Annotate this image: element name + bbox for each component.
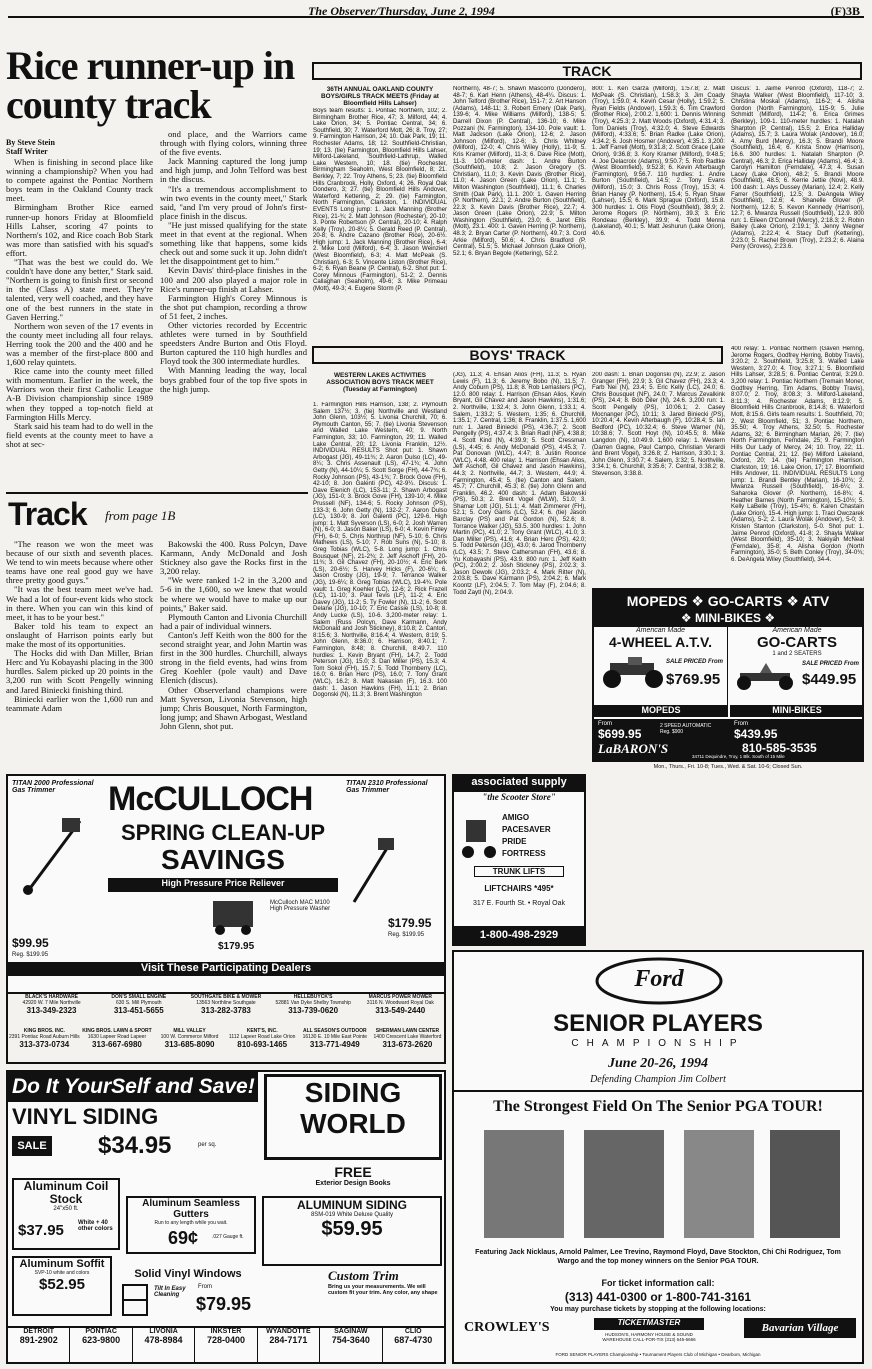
dealer-name: MILL VALLEY: [173, 1028, 206, 1034]
location-city: LIVONIA: [149, 1328, 178, 1335]
ticketmaster-outlets: HUDSON'S, HARMONY HOUSE & SOUND WAREHOUSE CALL-FOR-TIX (313) 645-6666: [602, 1332, 696, 1342]
golfer-photos: [454, 1122, 862, 1242]
dealer-address: 52881 Van Dyke Shelby Township: [275, 1000, 351, 1006]
location-phone: 728-0400: [206, 1335, 245, 1345]
store-address: 34711 Dequindre, Troy, 1 Blk. South of 15 Mile: [692, 754, 785, 759]
mcculloch-ad: [6, 774, 446, 994]
dealer-name: HELLEBUYCK'S: [293, 994, 333, 1000]
location: [320, 1328, 382, 1362]
scooter-item: FORTRESS: [502, 849, 546, 858]
pga-headline: The Strongest Field On The Senior PGA TOUR!: [493, 1098, 823, 1115]
moped-speed: 2 SPEED AUTOMATIC Reg. $900: [660, 723, 712, 735]
titan-2310-model: TITAN 2310 Professional Gas Trimmer: [346, 780, 428, 794]
dealer: [371, 1028, 444, 1062]
divider: [6, 492, 308, 494]
dealer-address: 42920 W. 7 Mile Northville: [22, 1000, 81, 1006]
scooter-icon: [458, 812, 498, 862]
vinyl-siding-title: VINYL SIDING: [12, 1104, 159, 1129]
dealer-name: KING BROS. INC.: [23, 1028, 65, 1034]
sale-badge: SALE: [12, 1136, 52, 1156]
paragraph: ond place, and the Warriors came through with flying colors, winning three of the five events.: [160, 130, 307, 158]
siding-locations: [8, 1326, 444, 1362]
dealer-address: 630 S. Mill Plymouth: [115, 1000, 162, 1006]
ticket-phone[interactable]: (313) 441-0300 or 1-800-741-3161: [564, 1290, 752, 1304]
coil-size: 24"x50 ft.: [53, 1206, 79, 1212]
dealer-list: [6, 994, 446, 1064]
custom-trim: Custom Trim: [328, 1268, 399, 1283]
soffit-sub: SVP-10 white and colors: [34, 1270, 90, 1276]
windows-price: $79.95: [196, 1294, 252, 1314]
dealer-phone: 313-771-4949: [309, 1040, 360, 1049]
atv-panel: [594, 627, 728, 705]
moped-price: $699.95: [598, 727, 642, 741]
dealer: [299, 1028, 372, 1062]
gocart-icon: [732, 663, 802, 691]
windows-title: Solid Vinyl Windows: [134, 1268, 242, 1280]
mopeds-ad: [592, 588, 864, 762]
titan-2000-model: TITAN 2000 Professional Gas Trimmer: [12, 780, 94, 794]
gutters-box: [126, 1196, 256, 1254]
vinyl-price: $34.95: [98, 1132, 172, 1159]
boys-results-col4: 400 relay: 1. Pontiac Northern (Gaven Herring, Jerome Rogers, Godfrey Herring, Bobby Travis), 3:20.2; 2. Southfield, 3:25.8; 3. Walled Lake Western, 3:27.0; 4. Troy, 3:27.1; 5. Bloomfield Hills Lahser, 3:28.5; 6. Pontiac Central, 3:29.0. 3,200 relay: 1. Pontiac Northern (Tremain Moner, Godfrey Herring, Tim Adams, Bobby Travis), 8:07.0; 2. Troy, 8:08.3; 3. Milford-Lakeland, 8:11.3; 4. Rochester Adams, 8:12.9; 5. Bloomfield Hills Cranbrook, 8:14.8; 6. Waterford Mott, 8:15.6. Girls team results: 1. Southfield, 70; 2. West Bloomfield, 51; 3. Pontiac Northern, 35.50; 4. Troy Athens, 32.50; 5. Rochester Adams, 32; 6. Birmingham Marian, 26; 7. (tie) North Farmington, Ferndale, 25; 9. Farmington Hills Our Lady of Mercy, 24; 10. Troy, 22; 11. Pontiac Central, 21; 12. (tie) Milford Lakeland, Oxford, 20; 14. (tie) Farmington Harrison, Clarkston, 19; 16. Lake Orion, 17; 17. Bloomfield Hills Andover, 11. INDIVIDUAL RESULTS Long jump: 1. Brandi Bentley (Marian), 16-10¾; 2. Mwanza Russell (Southfield), 16-6¼; 3. Saharoka Glover (P. Northern), 16-8¾; 4. Heather Barnes (North Farmington), 15-10½; 5. Kelly LaBelle (Troy), 15-4¾; 6. Karen Chastain (Lake Orion), 15-4. High jump: 1. Traci Owczarek (Adams), 5-2; 2. Laura Wolak (Andover), 5-0; 3. Kristen Stanton (Clarkston), 5-0. Shot put: 1. Jaime Penrod (Oxford), 41-8; 2. Shayla Walker (West Bloomfield), 35-10; 3. Nakiyah McNeal (Ferndale), 35-8; 4. Alisha Gordon (North Farmington), 35-0; 5. Beth Conley (Troy), 34-0¾; 6. DeAngela Wiley (Southfield), 34-4.: [731, 346, 864, 563]
gocart-panel: [730, 627, 864, 705]
paper-name: The Observer/Thursday, June 2, 1994: [308, 4, 495, 18]
paragraph: Kevin Davis' third-place finishes in the 100 and 200 also played a major role in Rice's runner-up finish at Lahser.: [160, 265, 307, 294]
mopeds-hours: Mon., Thurs., Fri. 10-8; Tues., Wed. & Sat. 10-6; Closed Sun.: [653, 764, 803, 770]
paragraph: Stark said his team had to do well in the field events at the county meet to have a shot at sec-: [6, 420, 153, 449]
promo-headline: Do It YourSelf and Save!: [8, 1072, 258, 1102]
paragraph: "It was the best team meet we've had. We had a lot of four-event kids who stock in there. When you can win this kind of meet, it has to be your best.": [6, 584, 153, 622]
dealer: [81, 1028, 154, 1062]
location: [133, 1328, 195, 1362]
alsiding-sub: 8SM-019 White Deluxe Quality: [310, 1212, 394, 1218]
boys-results-col2: (JG), 11.3; 4. Ehsan Alios (FH), 11.3; 5. Ryan Lewis (F), 11.3; 6. Jeremy Bobo (N), 11.5; 7. Andy Coburn (PS), 11.8; 8. Rob Lemasters (PC), 12.0. 800 relay: 1. Harrison (Ehsan Alios, Kevin Bryant, Gil Chavez and Jason Hawkins), 1:31.6; 2. Northville, 1:32.4; 3. John Glenn, 1:33.1; 4. Salem, 1:33.2; 5. Western, 1:35; 6. Churchill, 1:35.1; 7. Central, 1:36; 8. Franklin, 1:37.5. 1,600 run: 1. Jared Biniecki (PS), 4:36.7; 2. Scott Pengelly (PS), 4:37.4; 3. Brian Radl (NF), 4:38.8; 4. Scott Kind (N), 4:39.9; 5. Scott Cressman (LS), 4:45; 6. Andy McDonald (PS), 4:45.3; 7. Pat Donovan (WLC), 4:47; 8. Justin Roonce (WLC), 4:48. 400 relay: 1. Harrison (Ehsan Alios, Jeff Aschoff, Gil Chavez and Jason Hawkins), 44.3; 2. Northville, 44.7; 3. Western, 44.9; 4. Farmington, 45.4; 5. (tie) Canton and Salem, 45.7; 7. Churchill, 45.3; 8. (tie) John Glenn and Franklin, 46.2. 400 dash: 1. Adam Bakowski (PS), 50.3; 2. Brent Vogel (WLW), 51.0; 3. Shamar Lott (JG), 51.1; 4. Matt Zimmerer (FH), 52.1; 5. Cory Garris (LC), 52.4; 6. (tie) Jason Barclay (PS) and Pat Gordon (N), 52.6; 8. Torrance Walker (JG), 53.5. 300 hurdles: 1. John Martin (PC), 41.0; 2. Tony Grant (WLC), 41.0; 3. Dan Miller (PS), 41.6; 4. Brian Herc (PS), 42.0; 5. Todd Peterson (JG), 43.0; 6. Jarod Thornberry (LC), 43.5; 7. Steve Cathersman (FH), 43.6; 8. Yu Kobayashi (PS), 43.9. 800 run: 1. Jeff Keith (PC), 2:00.2; 2. Josh Stickney (PS), 2:02.3; 3. Jason Dewolk (JG), 2:03.2; 4. Mark Ritter (N), 2:03.8; 5. Dave Karmann (PS), 2:04.2; 6. Mark Koontz (LF), 2:04.5; 7. Tom May (F), 2:04.6; 8. Todd Zaytl (N), 2:04.9.: [453, 372, 586, 596]
dealer-name: MARCUS POWER MOWER: [368, 994, 433, 1000]
titan-2000-price: $99.95: [12, 936, 49, 950]
location-phone: 284-7171: [269, 1335, 308, 1345]
dealer-address: 16130 E. 10 Mile East Pointe: [302, 1034, 368, 1040]
dealer-phone: 313-673-2620: [382, 1040, 433, 1049]
paragraph: Rice came into the county meet filled with momentum. Earlier in the week, the Warriors won their first Catholic League A-B Division championship since 1989 when they topped a top-notch field at Farmington Hills Mercy.: [6, 366, 153, 422]
boys-results-col3: 200 dash: 1. Brian Dogonski (N), 22.9; 2. Jason Granger (FH), 22.9; 3. Gil Chavez (FH), 23.3; 4. Farb Nei (N), 23.4; 5. Eric Kelly (LC), 24.0; 6. Chris Bousquet (NF), 24.0; 7. Marcus Zevalkink (PS), 24.4; 8. Bob Diler (N), 24.6. 3,200 run: 1. Scott Pengelly (PS), 10:06.1; 2. Casey Mocnanger (PC), 10:11; 3. Jared Biniecki (PS), 10:20.4; 4. Kevin Afterbaugh (F), 10:28.4; 5. Ian Bedford (PC), 10:32.4; 6. Steve Warner (N), 10:38.6; 7. Scott Hoyt (N), 10:45.5; 8. Mike Langdon (N), 10:49.9. 1,600 relay: 1. Western (Darren Gagne, Paul Campo, Christian Verardi and Brent Vogel), 3:26.8; 2. Harrison, 3:30.1; 3. John Glenn, 3:30.7; 4. Salem, 3:32; 5. Northville, 3:34.1; 6. Churchill, 3:35.6; 7. Central, 3:38.2; 8. Stevenson, 3:38.8.: [592, 372, 725, 477]
dealer-name: KENT'S, INC.: [246, 1028, 278, 1034]
divider: [454, 1090, 862, 1092]
paragraph: Plymouth Canton and Livonia Churchill had a pair of individual winners.: [160, 611, 307, 631]
jump-title: Track: [8, 496, 87, 532]
location-phone: 687-4730: [394, 1335, 433, 1345]
byline-name: By Steve Stein: [6, 138, 55, 147]
location-city: SAGINAW: [334, 1328, 368, 1335]
paragraph: Canton's Jeff Keith won the 800 for the second straight year, and John Martin was first in the 300 hurdles. Churchill, always strong in the field events, had wins from Greg Koehler (pole vault) and Dave Elenich (discus).: [160, 629, 307, 686]
dealer: [8, 994, 95, 1028]
store-phone: 810-585-3535: [742, 741, 817, 755]
ford-logo-text: Ford: [634, 966, 684, 992]
titan-2310-reg: Reg. $199.95: [388, 932, 425, 938]
per-square: per sq.: [198, 1142, 217, 1148]
paragraph: Baker told his team to expect an onslaught of Harrison points early but make the most of its opportunities.: [6, 620, 153, 650]
location: [258, 1328, 320, 1362]
gocart-sale: SALE PRICED From: [802, 661, 860, 667]
scooter-item: AMIGO: [502, 813, 530, 822]
paragraph: "He just missed qualifying for the state meet in that event at the regional. When something like that happens, some kids check out and some suck it up. John didn't let the disappointment get to him.": [160, 219, 307, 267]
location-city: PONTIAC: [85, 1328, 117, 1335]
paragraph: "That was the best we could do. We couldn't have done any better," Stark said. "Northern is going to finish first or second in the (Class A) state meet. They're talented, very well coached, and they have one of the best runners in the state in Gaven Herring.": [6, 257, 153, 322]
gas-trimmer-icon: [348, 836, 398, 906]
location-city: INKSTER: [210, 1328, 242, 1335]
siding-world-logo: [264, 1074, 442, 1160]
gutters-gauge: .027 Gauge ft.: [212, 1234, 244, 1240]
dealer-phone: 810-693-1465: [237, 1040, 288, 1049]
soffit-price: $52.95: [39, 1276, 85, 1293]
dealer-name: KING BROS. LAWN & SPORT: [82, 1028, 152, 1034]
atv-icon: [598, 655, 668, 689]
aluminum-siding-box: [262, 1196, 442, 1266]
soffit-box: [12, 1256, 112, 1316]
location-phone: 891-2902: [19, 1335, 58, 1345]
dealer-address: 1400 Crescent Lake Waterford: [373, 1034, 442, 1040]
scooter-item: PRIDE: [502, 837, 527, 846]
ticket-info: For ticket information call:: [601, 1278, 715, 1288]
track-banner: TRACK: [312, 62, 862, 80]
page-number: (F)3B: [830, 4, 860, 18]
scooter-brands: [502, 812, 551, 860]
crowleys-logo: CROWLEY'S: [464, 1320, 550, 1335]
windows-from: From: [198, 1284, 212, 1290]
boys-track-banner: BOYS' TRACK: [312, 346, 723, 364]
paragraph: Birmingham Brother Rice earned runner-up honors Friday at Bloomfield Hills Lahser, scoring 47 points to Northern's 102, and Rice coach Bob Stark was more than satisfied with his squad's effort.: [6, 202, 153, 258]
dealer-phone: 313-282-3783: [201, 1006, 251, 1015]
paragraph: With Manning leading the way, local boys grabbed four of the top five spots in the high jump.: [160, 365, 307, 394]
track-results-col1: Boys team results: 1. Pontiac Northern, 102; 2. Birmingham Brother Rice, 47; 3. Milford, 44; 4. Lake Orion, 34; 5. Pontiac Central, 34; 6. Southfield, 30; 7. Waterford Mott, 26; 8. Troy, 27; 9. Farmington Harrison, 24; 10. Oak Park, 19; 11. Rochester Adams, 18; 12. Southfield-Christian, 19; 13. (tie) Farmington, Bloomfield Hills Lahser, Milford-Lakeland, Southfield-Lathrup, Walled Lake Western, 10; 18. (tie) Rochester, Birmingham Seaholm, West Bloomfield, 8; 21. Berkley, 7; 22. Troy Athens, 5; 23. (tie) Bloomfield Hills Cranbrook, Holly, Oxford, 4; 26. Royal Oak Dondero, 3; 27. (tie) Bloomfield Hills Andover, Waterford Kettering, 2; 29. (tie) Farmington, North Farmington, Clarkston, 1. INDIVIDUAL EVENTS Long jump: 1. Jack Manning (Brother Rice), 21-¾; 2. Matt Johnson (Rochester), 20-10; 3. Ponte Robertson (P. Central), 20-10; 4. Ralph Kelly (Troy), 20-8¼; 5. Gerald Reed (P. Central), 20-8; 6. Andre Cazano (Brother Rice), 20-6½. High jump: 1. Jack Manning (Brother Rice), 6-4; 2. Mike Lord (Milford), 6-4; 3. Jason Weinzierl (West Bloomfield), 6-3; 4. Matt McPeak (S. Christian), 6-3; 5. Vincente Liston (Brother Rice), 6-2; 6. Ryan Beane (P. Central), 6-2. Shot put: 1. Corey Minnous (Farmington), 51-2; 2. Dennis Callaghan (Seaholm), 49-6; 3. Mike Primeau (Mott), 49-3; 4. Eugene Storm (P.: [313, 108, 447, 293]
atv-price: $769.95: [666, 671, 721, 688]
gocart-name: GO-CARTS: [757, 634, 837, 651]
track-results-col3: 800: 1. Ken Garza (Milford), 1:57.8; 2. Matt McPeak (S. Christian), 1:58.3; 3. Jim Coady (Troy), 1:59.0; 4. Kevin Cesar (Holly), 1:59.2; 5. Ryan Fields (Andover), 1:59.3; 6. Tim Crawford (Brother Rice), 2:00.2. 1,600: 1. Dennis Winning (Troy), 4:25.3; 2. Matt Woods (Oxford), 4:31.4; 3. Tom Daniels (Troy), 4:32.0; 4. Steve Edwards (Milford), 4:33.6; 5. Brian Radke (Lake Orion), 4:34.2; 6. Josh Hosmer (Andover), 4:35.1. 3,200: 1. Jeff Farrell (Mott), 9:31.8; 2. Scott Grace (Lake Orion), 9:36.8; 3. Kory Kramer (Milford), 9:48.5; 4. Joe Delacroix (Adams), 9:50.7; 5. Rob Radtke (West Bloomfield), 9:52.8; 6. Kevin Afterbaugh (Farmington), 9:56.7. 110 hurdles: 1. Andre Burton (Southfield), 14.5; 2. Tony Evans (Milford), 15.0; 3. Chris Ross (Troy), 15.3; 4. Brian Haney (P. Northern), 15.4; 5. Ryan Shaw (Lahser), 15.5; 6. Mark Sprague (Oxford), 15.8. 300 hurdles: 1. Otis Floyd (Southfield), 38.9; 2. Jerome Rogers (P. Northern), 39.3; 3. Eric Rondeau (Berkley), 39.9; 4. Todd Menna (Lakeland), 40.1; 5. Matt Jeshurun (Lake Orion), 40.6.: [592, 86, 725, 238]
dealer-address: 2391 Pontiac Road Auburn Hills: [9, 1034, 80, 1040]
bavarian-village-logo: Bavarian Village: [744, 1318, 856, 1338]
scooter-tag: "the Scooter Store": [482, 792, 556, 802]
dealer: [357, 994, 444, 1028]
spring-cleanup: SPRING CLEAN-UP: [120, 820, 326, 845]
location: [70, 1328, 132, 1362]
gocart-price: $449.95: [802, 671, 857, 688]
paragraph: When is finishing in second place like winning a championship? When you had to compete against the Pontiac Northern boys team in the Oakland County track meet.: [6, 158, 153, 204]
scooter-address: 317 E. Fourth St. • Royal Oak: [473, 900, 565, 907]
pressure-washer-icon: [208, 896, 268, 936]
dealer-address: 1630 Lapeer Road Lapeer: [87, 1034, 147, 1040]
dealer-name: SHERMAN LAWN CENTER: [375, 1028, 440, 1034]
gocart-sub: 1 and 2 SEATERS: [772, 651, 822, 657]
pressure-band: High Pressure Price Reliever: [108, 878, 338, 892]
titan-2000-reg: Reg. $199.95: [12, 952, 49, 958]
gocart-made: American Made: [772, 627, 822, 634]
alsiding-price: $59.95: [321, 1218, 383, 1240]
paragraph: Other Observerland champions were Matt Syverson, Livonia Stevenson, high jump; Chris Bousquet, North Farmington, long jump; and Shawn Arbogast, Westland John Glenn, shot put.: [160, 684, 307, 731]
scooter-item: PACESAVER: [502, 825, 551, 834]
defending-champion: Defending Champion Jim Colbert: [590, 1074, 726, 1085]
senior-players-title: SENIOR PLAYERS: [553, 1010, 763, 1037]
dealer-name: SOUTHGATE BIKE & MOWER: [190, 994, 262, 1000]
paragraph: "We were ranked 1-2 in the 3,200 and 5-6 in the 1,600, so we knew that would be where we would have to make up our points," Baker said.: [160, 575, 307, 613]
minibike-label: MINI-BIKES: [730, 705, 864, 717]
savings: SAVINGS: [161, 844, 285, 875]
soffit-title: Aluminum Soffit: [19, 1258, 105, 1270]
design-books: Exterior Design Books: [315, 1180, 391, 1187]
custom-trim-note: Bring us your measurements. We will custom fit your trim. Any color, any shape: [328, 1284, 438, 1296]
paragraph: "It's a tremendous accomplishment to win two events in the county meet," Stark said, "and I'm very proud of John's first-place finish in the discus.: [160, 183, 307, 221]
dealer: [8, 1028, 81, 1062]
dealer-address: 100 W. Commerce Milford: [160, 1034, 219, 1040]
mopeds-ad-title: MOPEDS ❖ GO-CARTS ❖ ATV: [594, 590, 862, 612]
free-label: FREE: [334, 1164, 372, 1180]
paragraph: Jack Manning captured the long jump and high jump, and John Telford was best in the discus.: [160, 156, 307, 185]
paragraph: Biniecki earlier won the 1,600 run and teammate Adam: [6, 693, 153, 713]
paragraph: Farmington High's Corey Minnous is the shot put champion, recording a throw of 51 feet, 2 inches.: [160, 292, 307, 321]
headline: Rice runner-up in county track: [6, 43, 295, 127]
atv-sale: SALE PRICED From: [666, 659, 724, 665]
siding-word: SIDING: [304, 1077, 402, 1108]
mopeds-footer: [594, 719, 864, 762]
senior-players-ad: [452, 950, 864, 1364]
dealer-address: 13563 Northline Southgate: [196, 1000, 256, 1006]
dealer: [270, 994, 357, 1028]
location-city: DETROIT: [23, 1328, 55, 1335]
paragraph: Bakowski the 400. Russ Polcyn, Dave Karmann, Andy McDonald and Josh Stickney also gave the Rocks first in the 3,200 relay.: [160, 540, 307, 577]
dealer-name: DON'S SMALL ENGINE: [111, 994, 167, 1000]
titan-2310-price: $179.95: [388, 916, 432, 930]
jump-column-2: [160, 540, 307, 762]
dealer-phone: 313-373-0734: [19, 1040, 70, 1049]
featuring-list: Featuring Jack Nicklaus, Arnold Palmer, Lee Trevino, Raymond Floyd, Dave Stockton, Chi Chi Rodriguez, Tom Wargo and the top money winners on the Senior PGA TOUR.: [475, 1249, 841, 1265]
ticketmaster-logo: TICKETMASTER: [594, 1318, 704, 1330]
store-name: LaBARON'S: [598, 741, 669, 756]
track-results-col2: Northern), 48-7; 5. Shawn Mascorro (Dondero), 48-7; 6. Karl Henn (Athens), 48-4¼. Discus: 1. John Telford (Brother Rice), 151-7; 2. Art Hanson (Adams), 148-11; 3. Robert Emery (Oak Park), 139-6; 4. Mike Williams (Milford), 138-5; 5. Darrell Dixon (P. Central), 136-10; 6. Mike Pozzani (N. Farmington), 134-10. Pole vault: 1. Matt Jackson (Lake Orion), 12-6; 2. Jason Johnson (Milford), 12-6; 3. Chris Whitney (Milford), 12-0; 4. Chris Wiley (Holly), 11-9; 5. Kris Kramer (Milford), 11-3; 6. Dave Rice (Mott), 11-3. 100-meter dash: 1. Andre Burton (Southfield), 10.8; 2. Jason Gregory (S. Christian), 11.0; 3. Kevin Davis (Brother Rice), 11.0; 4. Jason Green (Lake Orion), 11.1; 5. Milton Washington (Southfield), 11.1; 6. Charles Smith (Oak Park), 11.1. 200: 1. Gaven Herring (P. Northern), 22.1; 2. Andre Burton (Southfield), 22.3; 3. Kevin Davis (Brother Rice), 22.7; 4. Jason Green (Lake Orion), 22.9; 5. Milton Washington (Southfield), 23.0; 6. Jaret Ellis (Mott), 23.1. 400: 1. Gaven Herring (P. Northern), 48.3; 2. Bryan Carter (P. Northern), 49.7; 3. Cord Arkie (Milford), 50.6; 4. Chris Bradford (P. Central), 51.5; 5. Michael Johnson (Lake Orion), 52.1; 6. Bryan Begole (Kettering), 52.2.: [453, 86, 586, 257]
mini-from: From: [734, 721, 748, 727]
purchase-note: You may purchase tickets by stopping at the following locations:: [550, 1306, 766, 1313]
location-phone: 478-8984: [144, 1335, 183, 1345]
dealer: [182, 994, 269, 1028]
coil-colors: White + 40 other colors: [78, 1220, 113, 1232]
senior-footer: FORD SENIOR PLAYERS Championship • Tournament Players Club of Michigan • Dearborn, Michigan: [555, 1352, 761, 1357]
scooter-brand: associated supply: [454, 776, 584, 792]
dealer-address: 1112 Lapeer Road Lake Orion: [228, 1034, 296, 1040]
dealer-phone: 313-667-6980: [92, 1040, 142, 1049]
jump-column-1: [6, 540, 153, 762]
location-city: CLIO: [404, 1328, 422, 1335]
moped-from: From: [598, 721, 612, 727]
atv-name: 4-WHEEL A.T.V.: [609, 634, 712, 650]
gutters-note: Run to any length while you wait.: [154, 1220, 228, 1226]
siding-ad: [6, 1070, 446, 1364]
dealer: [226, 1028, 299, 1062]
dealer-name: BLACK'S HARDWARE: [25, 994, 79, 1000]
tilt-note: Tilt In Easy Cleaning: [154, 1286, 186, 1298]
washer-model: McCulloch MAC M100 High Pressure Washer: [270, 900, 331, 912]
world-word: WORLD: [300, 1108, 406, 1139]
paragraph: The Hocks did with Dan Miller, Brian Herc and Yu Kobayashi placing in the 300 hurdles. Salem picked up 20 points in the 3,200 run with Scott Pengelly winning and Jared Biniecki finishing third.: [6, 648, 153, 695]
alsiding-title: ALUMINUM SIDING: [297, 1198, 407, 1212]
jump-from: from page 1B: [105, 508, 176, 523]
boys-results-col1: 1. Farmington Hills Harrison, 138; 2. Plymouth Salem 137½; 3. (tie) Northville and Westland John Glenn, 103½; 5. Livonia Churchill, 70; 6. Plymouth Canton, 55; 7. (tie) Livonia Stevenson and Walled Lake Western, 40; 9. North Farmington, 33; 10. Farmington, 29; 11. Walled Lake Central, 20; 12. Livonia Franklin, 12½. INDIVIDUAL RESULTS Shot put: 1. Shawn Arbogast (JG), 49-11¾; 2. Aaron Dulso (LC), 49-8¼; 3. Chris Assenault (LS), 47-1¾; 4. John Getty (N), 44-10¼; 5. Scott Sorge (FH), 44-7¾; 6. Rocky Johnson (PS), 43-1¾; 7. Brock Gove (FH), 42-10; 8. Jon Galenti (PC), 42-9¼. Discus: 1. Dave Elenich (LC), 153-11; 2. Shawn Arbogast (JG), 151-0; 3. Brock Gove (FH), 139-10; 4. Mike Prussell (NF), 134-6; 5. Rocky Johnson (PS), 133-3; 6. John Getty (N), 132-2; 7. Aaron Dulso (LC), 130-9; 8. Jon Galenti (PC), 129-6. High jump: 1. Matt Syverson (LS), 6-0; 2. Josh Warren (N), 6-0; 3. Jason Baker (LS), 6-0; 4. Kevin Finley (FH), 6-0; 5. Chris Northrup (NF), 5-10; 6. Chris Mathews (LS), 5-10; 7. Rob Suns (N), 5-10; 8. Greg Tobias (WLC), 5-8. Long jump: 1. Chris Bousquet (NF), 21-2¾; 2. Jeff Aschoff (FH), 20-11¾; 3. Gil Chavez (FH), 20-10½; 4. Eric Berk (LS), 20-6½; 5. Harvey Hicks (F), 20-6¼; 6. Jason Crosby (JG), 19-9; 7. Terrance Walker (JG), 19-6¼; 8. Greg Tobias (WLC), 19-4¾. Pole vault: 1. Greg Koehler (LC), 12-6; 2. Rick Frazell (LC), 11-10; 3. Paul Tevis (LF), 11-2; 4. Eric Davey (JG), 11-2; 5. Ty Fowler (N), 11-2; 6. Scott Delane (JG), 10-10; 7. Eric Cassie (LS), 10-8; 8. Andy Lucke (LS), 10-6. 3,200-meter relay: 1. Salem (Russ Polcyn, Dave Karmann, Andy McDonald and Josh Stickney), 8:10.8; 2. Canton, 8:15.6; 3. Northville, 8:16.4; 4. Western, 8:19; 5. John Glenn, 8:36.0; 6. Harrison, 8:40.1; 7. Farmington, 8:48; 8. Churchill, 8:49.7. 110 hurdles: 1. Kevin Bryant (FH), 14.7; 2. Todd Peterson (JG), 15.0; 3. Dan Miller (PS), 15.3; 4. Tom Sokol (FH), 15.7; 5. Todd Thornberry (LC), 16.0; 6. Brian Herc (PS), 16.0; 7. Tony Grant (WLC), 16.2; 8. Matt Nakasian (F), 16.3. 100 dash: 1. Jason Hawkins (FH), 11.1; 2. Brian Dogonski (N), 11.3; 3. Brent Washington: [313, 402, 447, 699]
dealer-phone: 313-549-2440: [375, 1006, 426, 1015]
masthead: [8, 4, 864, 18]
scooter-ad: [452, 774, 586, 946]
paragraph: Northern won seven of the 17 events in the county meet including all four relays. Herring took the 200 and the 400 and he was a member of the first-place 800 and 1,600 relay quintets.: [6, 320, 153, 368]
championship-sub: CHAMPIONSHIP: [571, 1038, 745, 1049]
byline: [6, 138, 55, 156]
location-phone: 623-9800: [82, 1335, 121, 1345]
paragraph: Other victories recorded by Eccentric athletes were turned in by Southfield speedsters Andre Burton and Otis Floyd. Burton captured the 110 high hurdles and Floyd took the 300 intermediate hurdles.: [160, 319, 307, 367]
dealers-title: Visit These Participating Dealers: [8, 962, 444, 976]
dealer-phone: 313-685-8090: [164, 1040, 215, 1049]
coil-title: Aluminum Coil Stock: [23, 1179, 109, 1206]
location: [195, 1328, 257, 1362]
event-dates: June 20-26, 1994: [608, 1056, 708, 1071]
boys-track-subhead: WESTERN LAKES ACTIVITIES ASSOCIATION BOYS TRACK MEET (Tuesday at Farmington): [326, 372, 434, 393]
coil-stock-box: [12, 1178, 120, 1250]
track-results-col4: Discus: 1. Jaime Penrod (Oxford), 118-7; 2. Shayla Walker (West Bloomfield), 117-10; 3. Christina Moskal (Adams), 116-2; 4. Alisha Gordon (North Farmington), 115-9; 5. Julie Schmidt (Milford), 114-2; 6. Erica Grimes (Berkley), 109-1. 110-meter hurdles: 1. Natalah Sharpton (P. Central), 15.5; 2. Erica Halliday (Adams), 15.7; 3. Laura Wolak (Andover), 16.0; 4. Amy Burd (Mercy), 16.3; 5. Brandi Moore (Southfield), 16.4; 6. Krista Snow (Harrison), 16.6. 300 hurdles: 1. Natalah Sharpton (P. Central), 46.3; 2. Erica Halliday (Adams), 46.4; 3. Carolyn Hamilton (Ferndale), 47.3; 4. Susan Lacey (Lake Orion), 48.2; 5. Brandi Moore (Southfield), 48.5; 6. Kerrie Jettie (Novi), 48.9. 100 dash: 1. Alys Dussey (Marian), 12.4; 2. Kelly Farrer (Southfield), 12.5; 3. DeAngela Wiley (Southfield), 12.6; 4. Shanelle Glover (P. Northern), 12.6; 5. Kevon Kennedy (Harrison), 12.7; 6. Mwanza Russell (Southfield), 12.9. 800 run: 1. Eileen O'Connell (Mercy), 2:18.3; 2. Robin Bailey (Lake Orion), 2:19.1; 3. Jenny Wegner (Adams), 2:22.4; 4. Stacy Duff (Kettering), 2:23.0; 5. Rachel Brown (Troy), 2:23.2; 6. Alaina Perry (Groves), 2:23.6.: [731, 86, 864, 251]
gas-trimmer-icon: [20, 816, 90, 896]
location: [8, 1328, 70, 1362]
byline-role: Staff Writer: [6, 147, 48, 156]
location-phone: 754-3640: [331, 1335, 370, 1345]
location: [383, 1328, 444, 1362]
atv-made: American Made: [635, 627, 686, 634]
liftchairs: LIFTCHAIRS *495*: [484, 884, 554, 893]
gutters-title: Aluminum Seamless Gutters: [142, 1198, 240, 1220]
article-column-1: [6, 158, 153, 488]
mopeds-ad-subtitle: ❖ MINI-BIKES ❖: [594, 612, 862, 627]
mcculloch-logo: McCULLOCH: [108, 780, 313, 818]
dealer-phone: 313-451-5655: [113, 1006, 164, 1015]
trunk-lifts: TRUNK LIFTS: [474, 866, 564, 877]
location-city: WYANDOTTE: [266, 1328, 311, 1335]
dealer-phone: 313-739-0620: [288, 1006, 339, 1015]
dealer-name: ALL SEASON'S OUTDOOR: [303, 1028, 367, 1034]
moped-label: MOPEDS: [594, 705, 728, 717]
scooter-phone: 1-800-498-2929: [454, 926, 584, 944]
dealer: [153, 1028, 226, 1062]
dealer: [95, 994, 182, 1028]
dealer-address: 3116 N. Woodward Royal Oak: [366, 1000, 434, 1006]
article-column-2: [160, 130, 307, 488]
washer-price: $179.95: [218, 941, 255, 952]
gutters-price: 69¢: [168, 1228, 199, 1248]
dealer-phone: 313-349-2323: [26, 1006, 77, 1015]
window-icon: [122, 1284, 148, 1316]
paragraph: "The reason we won the meet was because of our sixth and seventh places. We tend to win meets because where other teams have one real good guy we have three pretty good guys.": [6, 540, 153, 586]
coil-price: $37.95: [18, 1222, 64, 1239]
track-subhead: 36TH ANNUAL OAKLAND COUNTY BOYS/GIRLS TRACK MEETS (Friday at Bloomfield Hills Lahser): [321, 86, 439, 107]
mini-price: $439.95: [734, 727, 778, 741]
